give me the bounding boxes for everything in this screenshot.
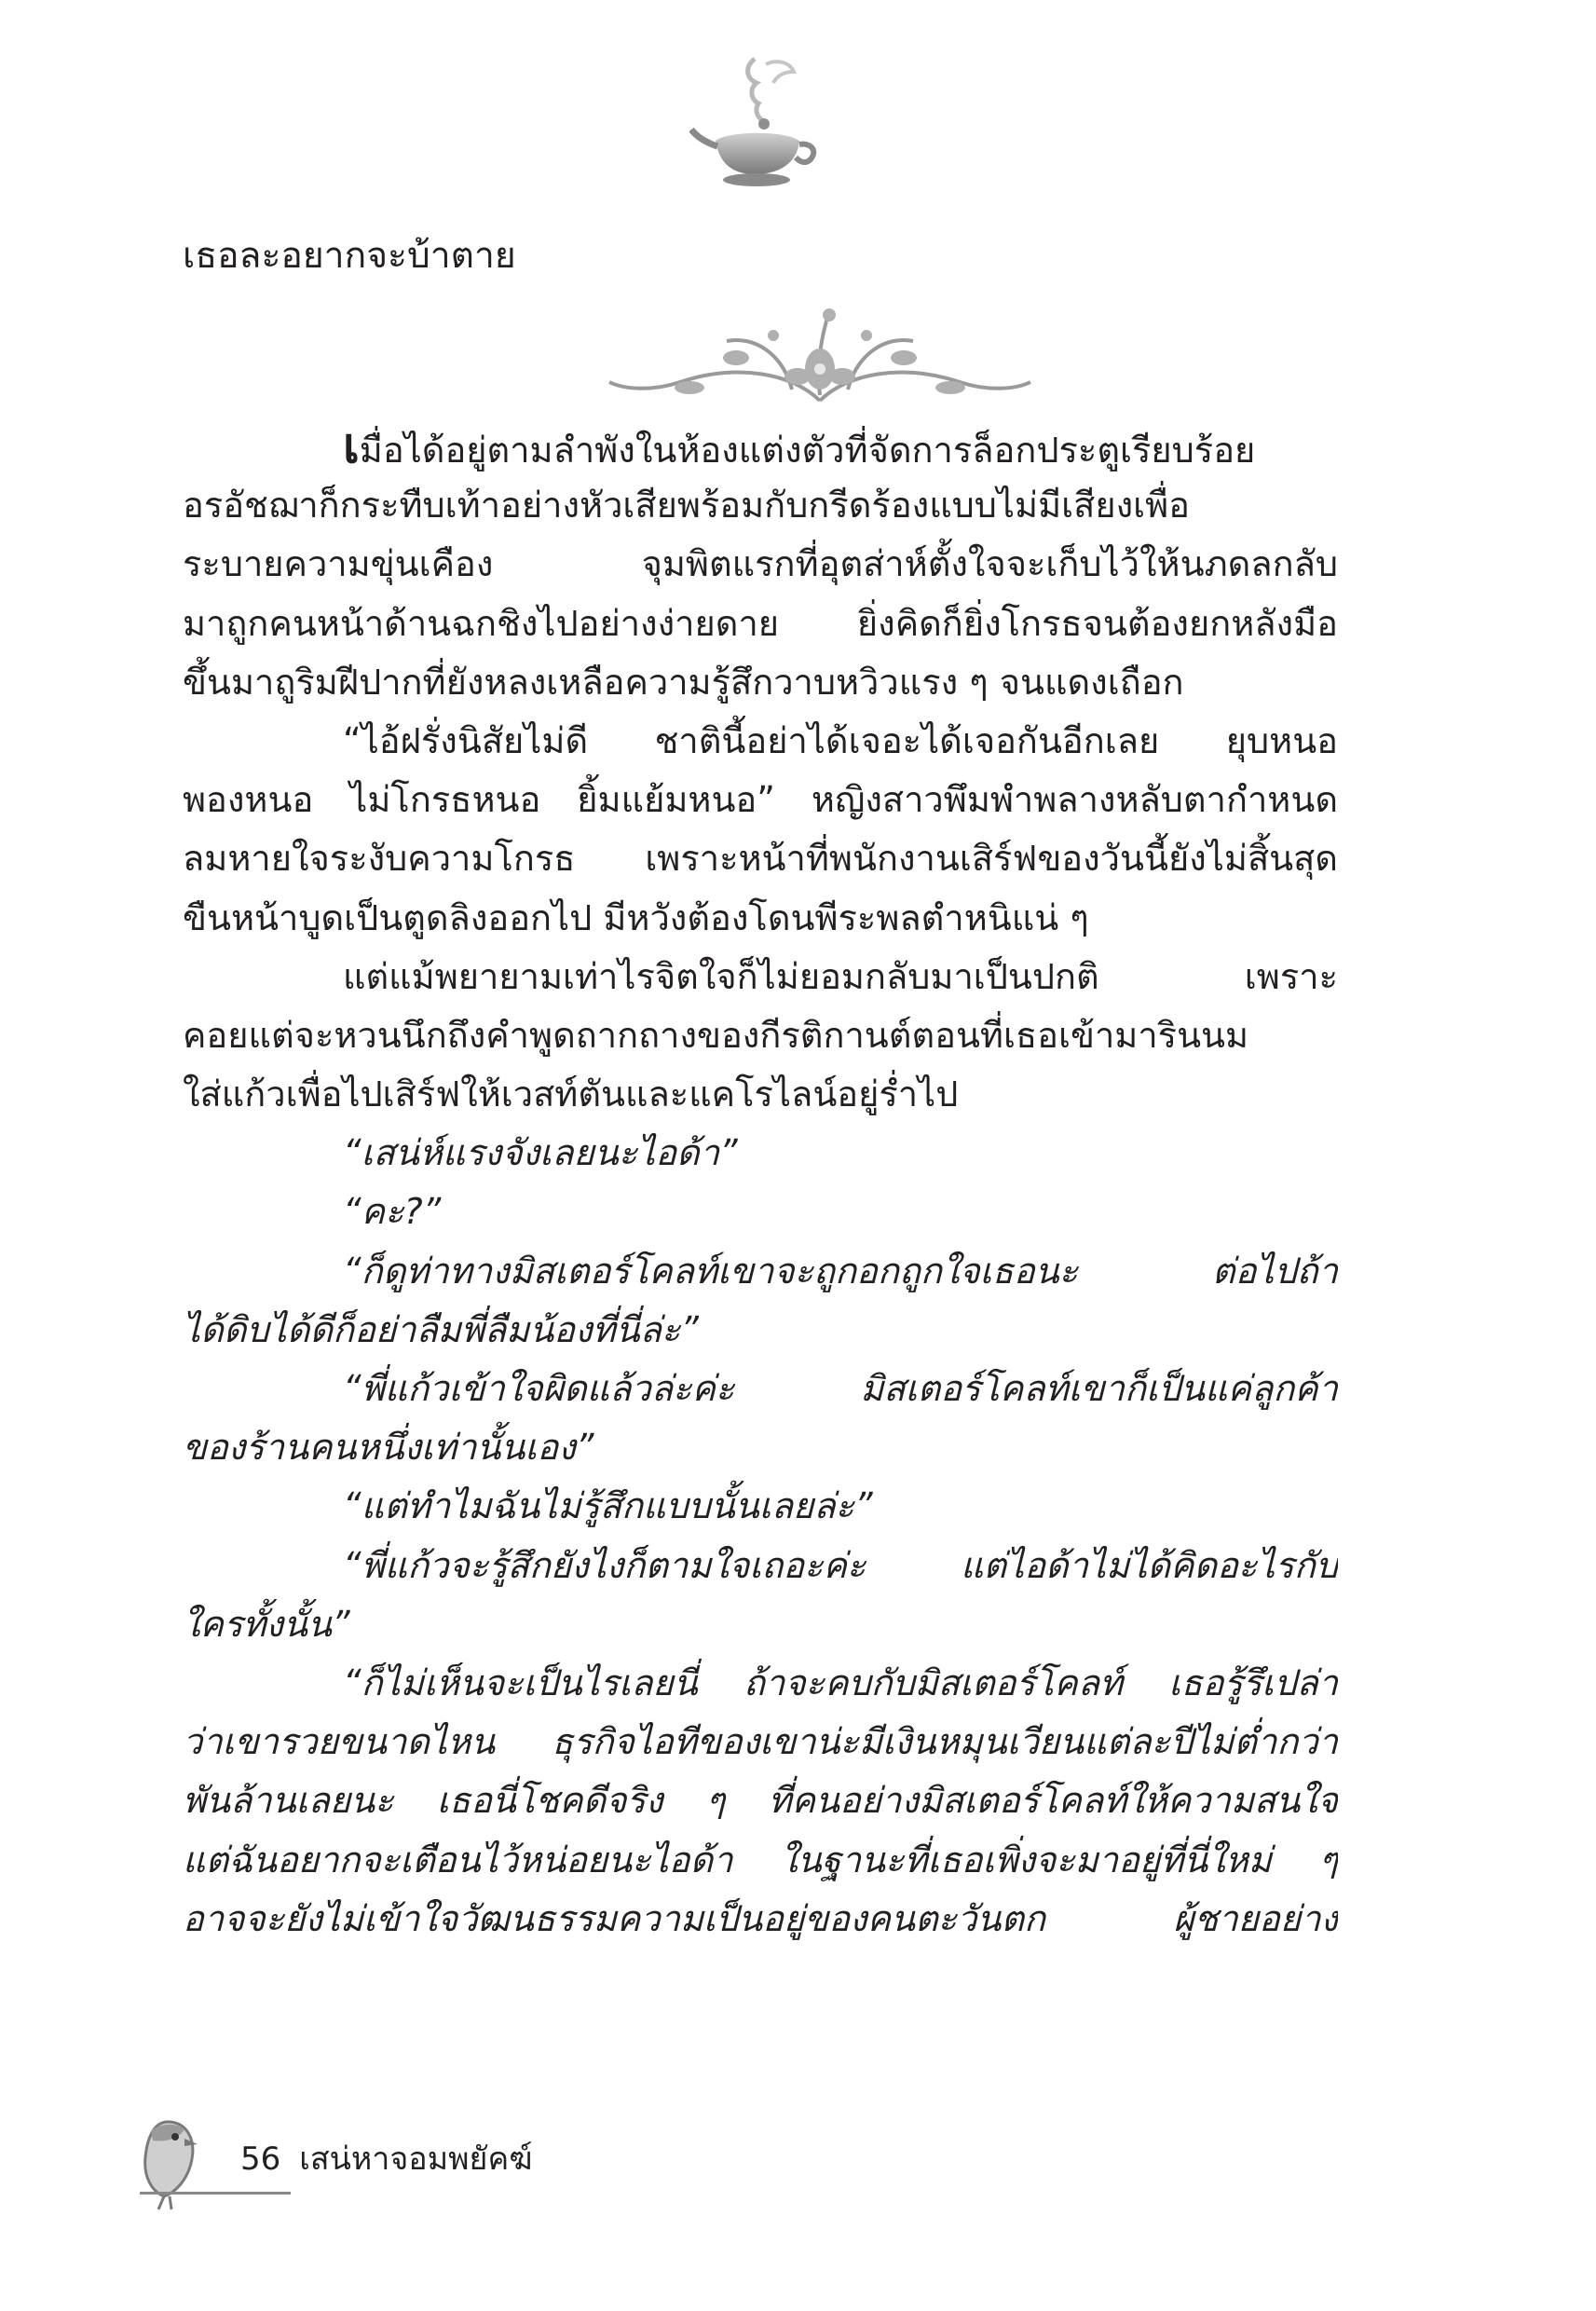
dialogue-line: ของร้านคนหนึ่งเท่านั้นเอง” [183,1427,594,1469]
paragraph-line: ขืนหน้าบูดเป็นตูดลิงออกไป มีหวังต้องโดนพีระพลตำหนิแน่ ๆ [183,896,1089,938]
teapot-lamp-icon [689,51,820,191]
paragraph-line: ลมหายใจระงับความโกรธ เพราะหน้าที่พนักงานเสิร์ฟของวันนี้ยังไม่สิ้นสุด [183,838,1338,880]
paragraph-line: แต่แม้พยายามเท่าไรจิตใจก็ไม่ยอมกลับมาเป็นปกติ เพราะ [343,955,1338,997]
dialogue-line: ใครทั้งนั้น” [183,1603,350,1645]
dialogue-line: พันล้านเลยนะ เธอนี่โชคดีจริง ๆ ที่คนอย่างมิสเตอร์โคลท์ให้ความสนใจ [183,1780,1338,1822]
paragraph-line: ใส่แก้วเพื่อไปเสิร์ฟให้เวสท์ตันและแคโรไลน์อยู่ร่ำไป [183,1073,959,1115]
chapter-title: เธอละอยากจะบ้าตาย [183,235,516,277]
drop-cap: เ [343,418,360,474]
dialogue-line: “ก็ดูท่าทางมิสเตอร์โคลท์เขาจะถูกอกถูกใจเธอนะ ต่อไปถ้า [343,1250,1338,1292]
dialogue-line: แต่ฉันอยากจะเตือนไว้หน่อยนะไอด้า ในฐานะที่เธอเพิ่งจะมาอยู่ที่นี่ใหม่ ๆ [183,1839,1338,1880]
paragraph-line: พองหนอ ไม่โกรธหนอ ยิ้มแย้มหนอ” หญิงสาวพึมพำพลางหลับตากำหนด [183,779,1338,821]
paragraph-line: คอยแต่จะหวนนึกถึงคำพูดถากถางของกีรติกานต์ตอนที่เธอเข้ามารินนม [183,1014,1249,1056]
paragraph-line: “ไอ้ฝรั่งนิสัยไม่ดี ชาตินี้อย่าได้เจอะได้เจอกันอีกเลย ยุบหนอ [343,719,1338,761]
footer-rule [140,2192,291,2195]
floral-divider-icon [606,298,1034,429]
dialogue-line: อาจจะยังไม่เข้าใจวัฒนธรรมความเป็นอยู่ของคนตะวันตก ผู้ชายอย่าง [183,1897,1338,1939]
page-number: 56 [240,2140,281,2178]
paragraph-line: ขึ้นมาถูริมฝีปากที่ยังหลงเหลือความรู้สึกวาบหวิวแรง ๆ จนแดงเถือก [183,661,1184,703]
dialogue-line: ว่าเขารวยขนาดไหน ธุรกิจไอทีของเขาน่ะมีเงินหมุนเวียนแต่ละปีไม่ต่ำกว่า [183,1721,1338,1763]
body-text [183,417,1338,1949]
page-footer [240,2136,532,2182]
paragraph-line: อรอัชฌาก็กระทืบเท้าอย่างหัวเสียพร้อมกับกรีดร้องแบบไม่มีเสียงเพื่อ [183,485,1190,526]
dialogue-line: ได้ดิบได้ดีก็อย่าลืมพี่ลืมน้องที่นี่ล่ะ” [183,1308,699,1350]
dialogue-line: “พี่แก้วเข้าใจผิดแล้วล่ะค่ะ มิสเตอร์โคลท์เขาก็เป็นแค่ลูกค้า [343,1368,1338,1409]
dialogue-line: “เสน่ห์แรงจังเลยนะไอด้า” [343,1132,738,1174]
dialogue-line: “คะ?” [343,1191,442,1233]
paragraph-line: มาถูกคนหน้าด้านฉกชิงไปอย่างง่ายดาย ยิ่งคิดก็ยิ่งโกรธจนต้องยกหลังมือ [183,602,1338,644]
dialogue-line: “แต่ทำไมฉันไม่รู้สึกแบบนั้นเลยล่ะ” [343,1485,873,1527]
bird-icon [130,2111,205,2213]
paragraph-line: เมื่อได้อยู่ตามลำพังในห้องแต่งตัวที่จัดการล็อกประตูเรียบร้อย [343,418,1256,474]
dialogue-line: “ก็ไม่เห็นจะเป็นไรเลยนี่ ถ้าจะคบกับมิสเตอร์โคลท์ เธอรู้รึเปล่า [343,1661,1338,1703]
book-title: เสน่หาจอมพยัคฆ์ [299,2140,533,2178]
paragraph-line: ระบายความขุ่นเคือง จุมพิตแรกที่อุตส่าห์ตั้งใจจะเก็บไว้ให้นภดลกลับ [183,543,1338,585]
dialogue-line: “พี่แก้วจะรู้สึกยังไงก็ตามใจเถอะค่ะ แต่ไอด้าไม่ได้คิดอะไรกับ [343,1544,1338,1586]
